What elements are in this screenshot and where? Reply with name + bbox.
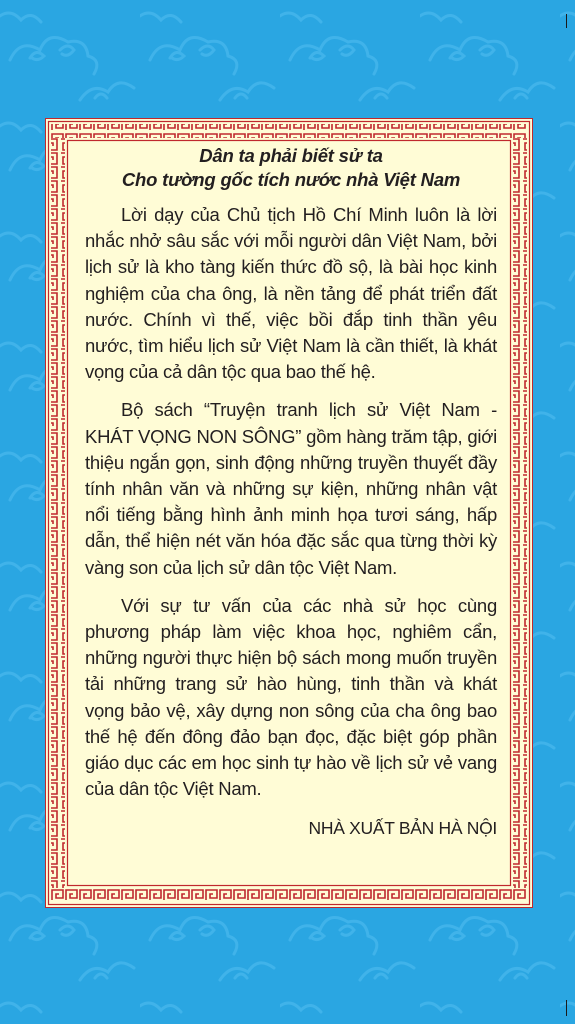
- panel-content: [85, 144, 497, 840]
- paragraph-2: Bộ sách “Truyện tranh lịch sử Việt Nam - KHÁT VỌNG NON SÔNG” gồm hàng trăm tập, giới thiệu ngắn gọn, sinh động những truyền thuyết đầy tính nhân văn và những sự kiện, những nhân vật nổi tiếng bằng hình ảnh minh họa tươi sáng, hấp dẫn, thể hiện nét văn hóa đặc sắc qua từng thời kỳ vàng son của lịch sử dân tộc Việt Nam.: [85, 399, 497, 578]
- quote-line-2: Cho tường gốc tích nước nhà Việt Nam: [121, 169, 461, 190]
- crop-mark: [566, 1000, 575, 1016]
- crop-mark: [566, 14, 575, 28]
- quote-heading: [85, 144, 497, 192]
- quote-line-1: Dân ta phải biết sử ta: [199, 145, 383, 166]
- publisher-signature: NHÀ XUẤT BẢN HÀ NỘI: [308, 818, 497, 839]
- text-panel: [45, 118, 533, 908]
- paragraph-1: Lời dạy của Chủ tịch Hồ Chí Minh luôn là lời nhắc nhở sâu sắc với mỗi người dân Việt Nam, bởi lịch sử là kho tàng kiến thức đồ sộ, là bài học kinh nghiệm của cha ông, là nền tảng để phát triển đất nước. Chính vì thế, việc bồi đắp tinh thần yêu nước, tìm hiểu lịch sử Việt Nam là cần thiết, là khát vọng của cả dân tộc qua bao thế hệ.: [85, 204, 497, 383]
- paragraph-3: Với sự tư vấn của các nhà sử học cùng phương pháp làm việc khoa học, nghiêm cẩn, những người thực hiện bộ sách mong muốn truyền tải những trang sử hào hùng, tinh thần và khát vọng bảo vệ, xây dựng non sông của cha ông bao thế hệ đến đông đảo bạn đọc, đặc biệt góp phần giáo dục các em học sinh tự hào về lịch sử vẻ vang của dân tộc Việt Nam.: [85, 594, 497, 800]
